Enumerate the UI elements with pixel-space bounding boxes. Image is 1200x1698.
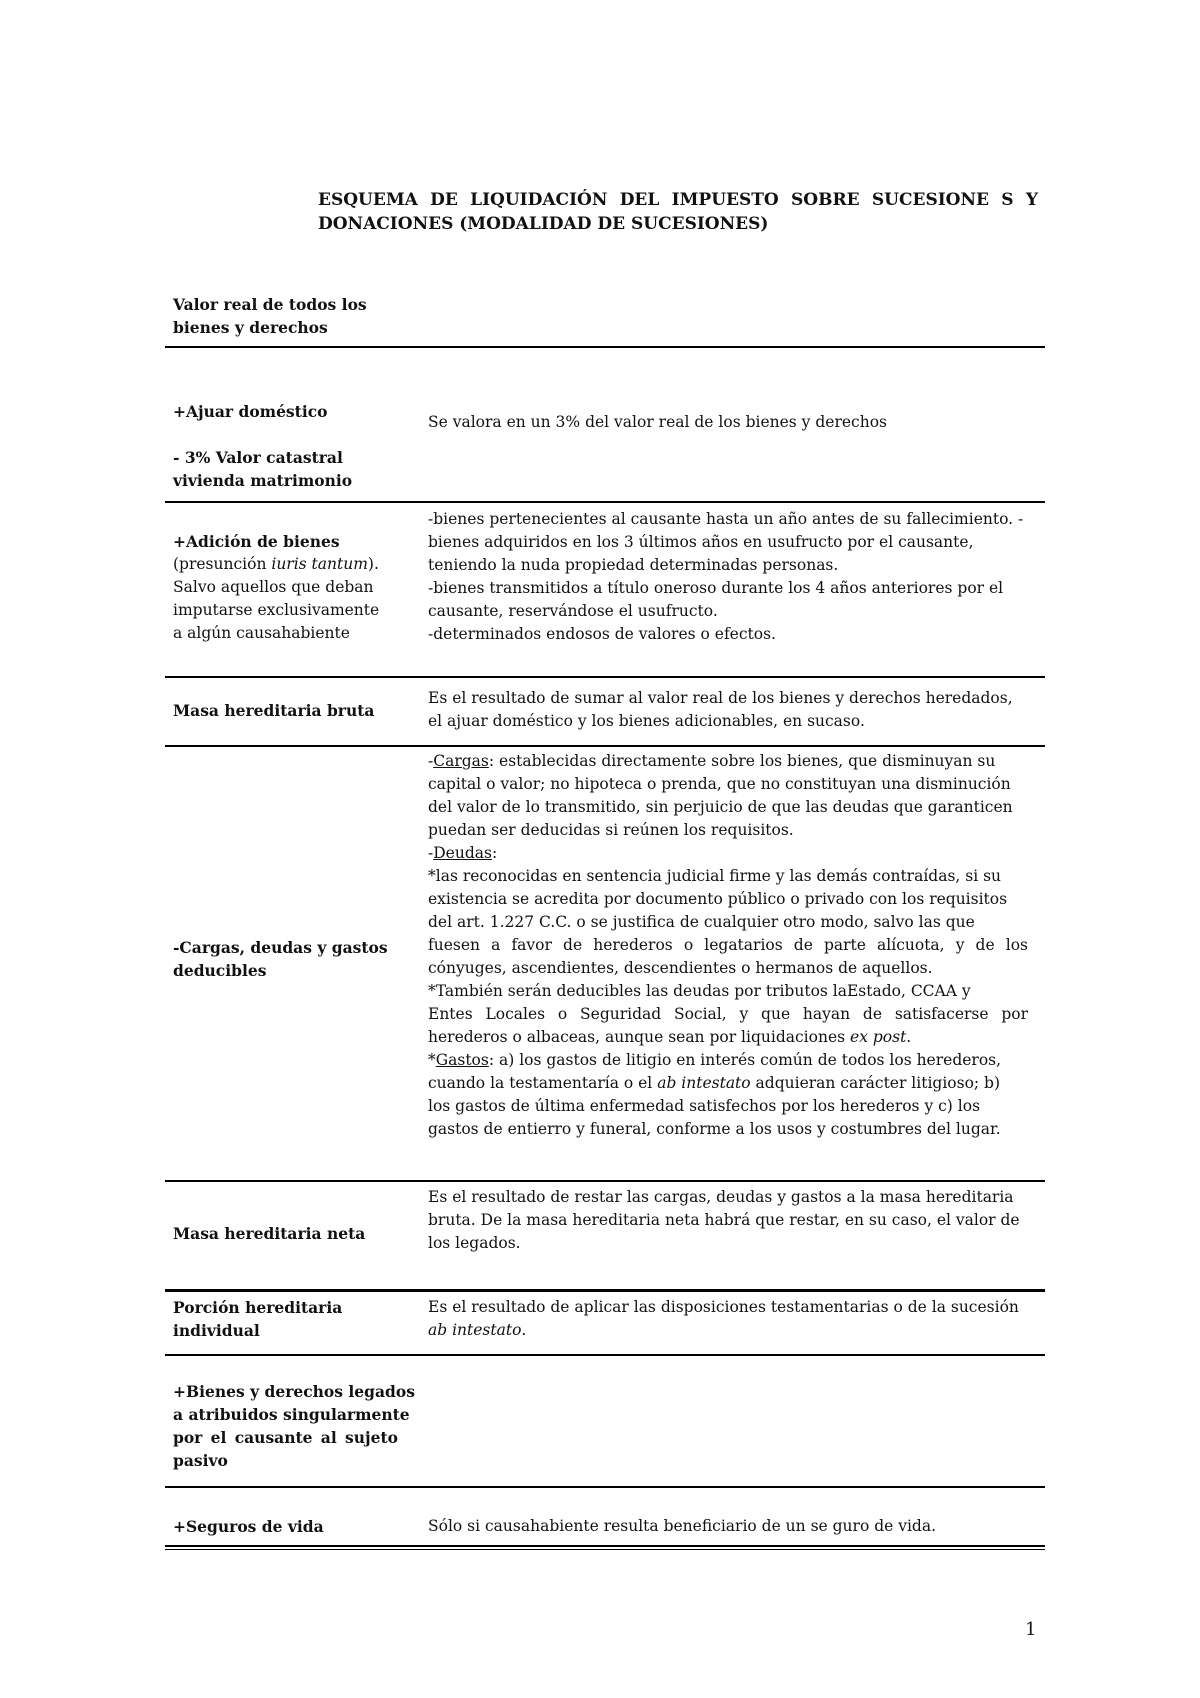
row-divider — [165, 745, 1045, 747]
row-divider — [165, 1289, 1045, 1292]
label-seguros: +Seguros de vida — [173, 1517, 324, 1536]
desc-adicion: -bienes pertenecientes al causante hasta un año antes de su fallecimiento. - bienes adquiridos en los 3 últimos años en usufructo por el causante, teniendo la nuda propiedad determinadas personas. -bienes transmitidos a título oneroso durante los 4 años anteriores por el causante, reservándose el usufructo. -determinados endosos de valores o efectos. — [428, 510, 1024, 643]
label-ajuar: +Ajuar doméstico — [173, 402, 328, 421]
row-divider — [165, 1486, 1045, 1488]
desc-cargas: -Cargas: establecidas directamente sobre los bienes, que disminuyan su capital o valor; no hipoteca o prenda, que no constituyan una disminución del valor de lo transmitido, sin perjuicio de que las deudas que garanticen puedan ser deducidas si reúnen los requisitos. -Deudas: *las reconocidas en sentencia judicial firme y las demás contraídas, si su existencia se acredita por documento público o privado con los requisitos del art. 1.227 C.C. o se justifica de cualquier otro modo, salvo las que fuesen a favor de herederos o legatarios de parte alícuota, y de los cónyuges, ascendientes, descendientes o hermanos de aquellos. *También serán deducibles las deudas por tributos laEstado, CCAA y Entes Locales o Seguridad Social, y que hayan de satisfacerse por herederos o albaceas, aunque sean por liquidaciones ex post. *Gastos: a) los gastos de litigio en interés común de todos los herederos, cuando la testamentaría o el ab intestato adquieran carácter litigioso; b) los gastos de última enfermedad satisfechos por los herederos y c) los gastos de entierro y funeral, conforme a los usos y costumbres del lugar. — [428, 752, 1028, 1138]
label-legados: +Bienes y derechos legados a atribuidos singularmente por el causante al sujeto pasivo — [173, 1382, 415, 1470]
page-number: 1 — [1025, 1619, 1037, 1640]
desc-ajuar: Se valora en un 3% del valor real de los bienes y derechos — [428, 413, 887, 431]
row-divider — [165, 1180, 1045, 1182]
label-valor-real: Valor real de todos los bienes y derechos — [173, 295, 367, 337]
label-adicion: +Adición de bienes (presunción iuris tantum). Salvo aquellos que deban imputarse exclusivamente a algún causahabiente — [173, 532, 380, 642]
row-divider — [165, 676, 1045, 678]
label-valor-catastral: - 3% Valor catastral vivienda matrimonio — [173, 448, 353, 490]
row-divider — [165, 1354, 1045, 1356]
label-porcion: Porción hereditaria individual — [173, 1298, 343, 1340]
desc-masa-neta: Es el resultado de restar las cargas, deudas y gastos a la masa hereditaria bruta. De la masa hereditaria neta habrá que restar, en su caso, el valor de los legados. — [428, 1188, 1020, 1252]
desc-masa-bruta: Es el resultado de sumar al valor real de los bienes y derechos heredados, el ajuar doméstico y los bienes adicionables, en sucaso. — [428, 689, 1013, 730]
label-cargas: -Cargas, deudas y gastos deducibles — [173, 938, 388, 980]
row-divider — [165, 346, 1045, 348]
label-masa-bruta: Masa hereditaria bruta — [173, 701, 375, 720]
page-title — [318, 188, 1038, 236]
page-title-line1: ESQUEMA DE LIQUIDACIÓN DEL IMPUESTO SOBRE SUCESIONE S Y — [318, 190, 1038, 210]
desc-seguros: Sólo si causahabiente resulta beneficiario de un se guro de vida. — [428, 1517, 937, 1535]
desc-porcion: Es el resultado de aplicar las disposiciones testamentarias o de la sucesión ab intestato. — [428, 1298, 1019, 1339]
label-masa-neta: Masa hereditaria neta — [173, 1224, 366, 1243]
table-bottom-border — [165, 1545, 1045, 1550]
page-title-line2: DONACIONES (MODALIDAD DE SUCESIONES) — [318, 214, 769, 234]
row-divider — [165, 501, 1045, 503]
